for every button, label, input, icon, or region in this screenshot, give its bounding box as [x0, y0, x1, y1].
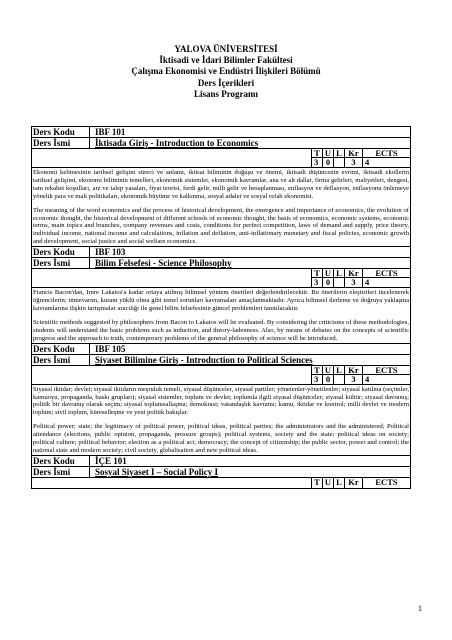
- department-name: Çalışma Ekonomisi ve Endüstri İlişkileri Bölümü: [131, 66, 321, 77]
- course-description: [31, 287, 411, 342]
- document-header: [0, 44, 452, 100]
- credit-header-u: U: [323, 478, 334, 488]
- course-block: [31, 455, 411, 489]
- course-block: [31, 126, 411, 246]
- course-code: İÇE 101: [95, 455, 127, 466]
- course-code-label: Ders Kodu: [32, 247, 90, 257]
- course-name-row: [31, 137, 411, 148]
- course-code-row: [31, 126, 411, 137]
- course-list: [31, 126, 411, 489]
- credit-u: 0: [323, 375, 334, 384]
- credit-header-kr: Kr: [345, 149, 363, 158]
- credit-header-l: L: [334, 366, 345, 375]
- description-english: Scientific methods suggested by philosophers from Bacon to Lakatos will be evaluated. By considering the criticisms of these methodologies, students will understand the basic problems such as induction, and theory-ladenness. Also, by means of debates on the concepts of scientific progress and the approach to truth, contemporary problems of the general philosophy of science will be introduced.: [33, 318, 409, 342]
- credit-kr: 3: [345, 375, 363, 384]
- credit-header-l: L: [334, 149, 345, 158]
- course-name-label: Ders İsmi: [32, 467, 90, 477]
- description-turkish: Siyasal iktidar; devlet; siyasal iktidarın meşruluk temeli, siyasal düşünceler, siyasal partiler; yönetenler-yönetilenler; siyasal katılma (seçimler, kamuoyu, propaganda, baskı grupları); siyasal sistemler, toplum ve devlet; toplumla ilgili siyasal düşünceler; siyasal kültür; siyasal davranış; politik bir davranış olarak seçim; siyasal toplumsallaşma; demokrasi; vatandaşlık kavramı; kamu, iktidar ve kontrol; milli devlet ve modern toplum; sivil toplum, küreselleşme ve yeni politik bakışlar.: [33, 385, 409, 417]
- course-name-label: Ders İsmi: [32, 258, 90, 268]
- credit-header-kr: Kr: [345, 478, 363, 488]
- document-title: Ders İçerikleri: [197, 77, 255, 88]
- credits-table: [31, 477, 411, 489]
- credit-header-ects: ECTS: [363, 366, 410, 375]
- course-name-row: [31, 354, 411, 365]
- credit-header-t: T: [312, 269, 323, 278]
- credit-t: 3: [312, 158, 323, 167]
- credit-header-l: L: [334, 269, 345, 278]
- credit-l: [334, 158, 345, 167]
- credit-header-u: U: [323, 366, 334, 375]
- description-english: The meaning of the word economics and the process of historical development, the emergence and importance of economics, the evolution of economic thought, the historical development of different schools of economic thought, the basis of economics, economic systems, economic terms, main topics and branches, company revenues and costs, conditions for perfect competition, laws of demand and supply, price theory, individual income, national income and calculations, inflation and deflation, anti-inflationary monetary and fiscal policies, economic growth and development, social justice and social welfare economics.: [33, 206, 409, 246]
- credit-header-t: T: [312, 149, 323, 158]
- credit-header-ects: ECTS: [375, 477, 398, 487]
- faculty-name: İktisadi ve İdari Bilimler Fakültesi: [159, 55, 293, 66]
- credit-l: [334, 375, 345, 384]
- credit-header-u: U: [323, 269, 334, 278]
- credit-ects: 4: [365, 158, 370, 167]
- description-turkish: Francis Bacon'dan, Imre Lakatos'a kadar ortaya atılmış bilimsel yöntem önerileri değerlendirilecektir. Bu önerilerin eleştirileri incelenerek öğrencilerin; tümevarım, kuram yüklü olma gibi temel sorunları kavramaları amaçlanmaktadır. Ayrıca bilimsel ilerleme ve doğruya yaklaşma kavramlarına ilişkin tartışmalar aracılığı ile genel bilim felsefesinin güncel problemleri tanıtılacaktır.: [33, 289, 409, 312]
- course-name: Bilim Felsefesi - Science Philosophy: [95, 258, 232, 269]
- credit-ects: 4: [365, 278, 370, 288]
- page-number: 1: [418, 604, 422, 613]
- credit-header-kr: Kr: [345, 366, 363, 375]
- university-name: YALOVA ÜNİVERSİTESİ: [174, 44, 278, 54]
- credit-ects: 4: [365, 374, 370, 384]
- credit-header-l: L: [334, 478, 345, 488]
- course-block: [31, 246, 411, 342]
- course-name-row: [31, 466, 411, 477]
- course-code-label: Ders Kodu: [32, 344, 90, 354]
- credits-table: [31, 268, 411, 287]
- course-name-row: [31, 257, 411, 268]
- credit-t: 3: [312, 278, 323, 287]
- course-description: [31, 167, 411, 246]
- course-name: Siyaset Bilimine Giriş - Introduction to Political Sciences: [95, 354, 313, 365]
- credit-u: 0: [323, 278, 334, 287]
- course-name-label: Ders İsmi: [32, 355, 90, 365]
- course-name: Sosyal Siyaset I – Social Policy I: [95, 466, 219, 477]
- credits-table: [31, 148, 411, 167]
- course-code: IBF 101: [95, 127, 126, 137]
- credit-l: [334, 278, 345, 287]
- credit-header-kr: Kr: [345, 269, 363, 278]
- program-name: Lisans Programı: [193, 88, 259, 99]
- credit-kr: 3: [345, 158, 363, 167]
- course-code: IBF 103: [95, 247, 126, 258]
- description-turkish: Ekonomi kelimesinin tarihsel gelişim süreci ve anlamı, iktisat biliminin doğuşu ve önemi, iktisadi düşüncenin evrimi, iktisadi ekollerin tarihsel gelişimi, ekonomi biliminin temelleri, ekonomik sistemler, ekonomik kavramlar, ana ve alt dallar, firma gelirleri, maliyetleri, dengesi, tam rekabet koşulları, arz ve talep yasaları, fiyat teorisi, ferdi gelir, milli gelir ve hesaplanması, enflasyon ve deflasyon, enflasyonu önlemeye yönelik para ve mali politikaları, ekonomik büyüme ve kalkınma, sosyal adalet ve sosyal refah ekonomisi.: [33, 169, 409, 200]
- course-description: [31, 384, 411, 455]
- credit-header-u: U: [323, 149, 334, 158]
- course-code-row: [31, 246, 411, 257]
- course-block: [31, 343, 411, 455]
- credit-header-ects: ECTS: [363, 149, 410, 158]
- course-name: İktisada Giriş - Introduction to Economics: [95, 138, 259, 148]
- course-code-row: [31, 455, 411, 466]
- credit-t: 3: [312, 375, 323, 384]
- credit-header-t: T: [312, 366, 323, 375]
- credit-u: 0: [323, 158, 334, 167]
- credit-header-t: T: [312, 478, 323, 488]
- credit-header-ects: ECTS: [363, 269, 410, 278]
- credits-table: [31, 365, 411, 384]
- course-code-label: Ders Kodu: [32, 456, 90, 466]
- credit-kr: 3: [345, 278, 363, 287]
- course-code-label: Ders Kodu: [32, 127, 90, 137]
- course-name-label: Ders İsmi: [32, 138, 90, 148]
- description-english: Political power; state; the legitimacy of political power, political ideas, political parties; the administrators and the administered; Political attendance (elections, public opinion, propaganda, pressure groups); political systems, society and the state; political ideas on society; political culture; political behavior; election as a political act; democracy; the concept of citizenship; the public sector, power and control; the national state and modern society; civil society, globalisation and new political ideas.: [33, 423, 409, 454]
- course-code-row: [31, 343, 411, 354]
- course-code: IBF 105: [95, 343, 126, 354]
